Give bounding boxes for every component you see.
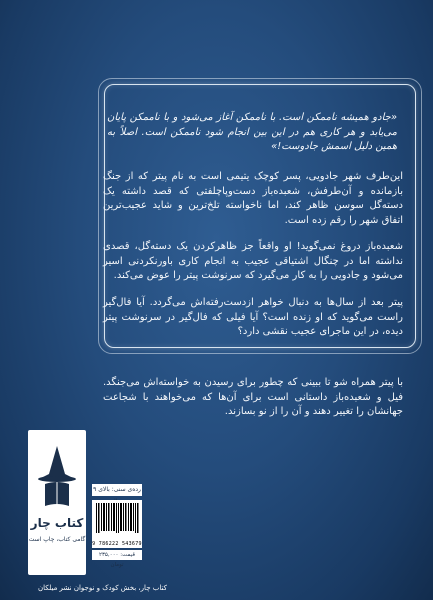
publisher-name: کتاب چار <box>30 516 84 530</box>
barcode-icon <box>92 500 142 540</box>
paragraph-text: شعبده‌باز دروغ نمی‌گوید! او واقعاً جز ظاهرکردن یک دسته‌گل، قصدی نداشته اما در چنگال اشتیاقی عجیب به انجام کاری باورنکردنی اسیر می‌شود و جادویی را به کار می‌گیرد که سرنوشت پیتر را عوض می‌کند. <box>103 241 403 282</box>
isbn-number: 9 786222 543679 <box>92 541 142 547</box>
quote-paragraph: «جادو همیشه ناممکن است. با ناممکن آغاز می‌شود و با ناممکن پایان می‌یابد و هر کاری هم در این بین انجام شود ناممکن است. اصلاً به همین دلیل اسمش جادوست!» <box>107 112 397 153</box>
publisher-logo <box>28 430 86 575</box>
witch-hat-book-icon <box>35 444 79 514</box>
paragraph-text: با پیتر همراه شو تا ببینی که چطور برای رسیدن به خواسته‌اش می‌جنگد. فیل و شعبده‌باز داستانی است برای آن‌ها که می‌خواهند با شجاعت جهانشان را تغییر دهند و آن را از نو بسازند. <box>103 377 403 418</box>
price-label: قیمت: ۲۳۵,۰۰۰ تومان <box>92 550 142 560</box>
synopsis-paragraph-2 <box>103 240 403 284</box>
synopsis-paragraph-3 <box>103 296 403 340</box>
quote-text <box>107 111 397 155</box>
publisher-footer: کتاب چار، بخش کودک و نوجوان نشر میلکان <box>38 584 167 592</box>
isbn-barcode <box>92 500 142 548</box>
paragraph-text: پیتر بعد از سال‌ها به دنبال خواهر ازدست‌رفته‌اش می‌گردد. آیا فال‌گیر راست می‌گوید که او زنده است؟ آیا فیلی که فال‌گیر در سرنوشت پیتر دیده، در این ماجرای عجیب نقشی دارد؟ <box>103 297 403 338</box>
age-rating-label: رده‌ی سنی: بالای ۹ <box>92 484 142 496</box>
synopsis-paragraph-4 <box>103 376 403 420</box>
synopsis-paragraph-1 <box>103 170 403 228</box>
publisher-slogan: گامی کتاب، چاپ است <box>28 536 86 543</box>
paragraph-text: این‌طرف شهر جادویی، پسر کوچک یتیمی است به نام پیتر که از جنگ بازمانده و آن‌طرفش، شعبده‌باز دست‌وپاچلفتی که قصد داشته یک دسته‌گل سوسن ظاهر کند، اما ناخواسته تلخ‌ترین و شاید عجیب‌ترین اتفاق شهر را رقم زده است. <box>103 171 403 226</box>
